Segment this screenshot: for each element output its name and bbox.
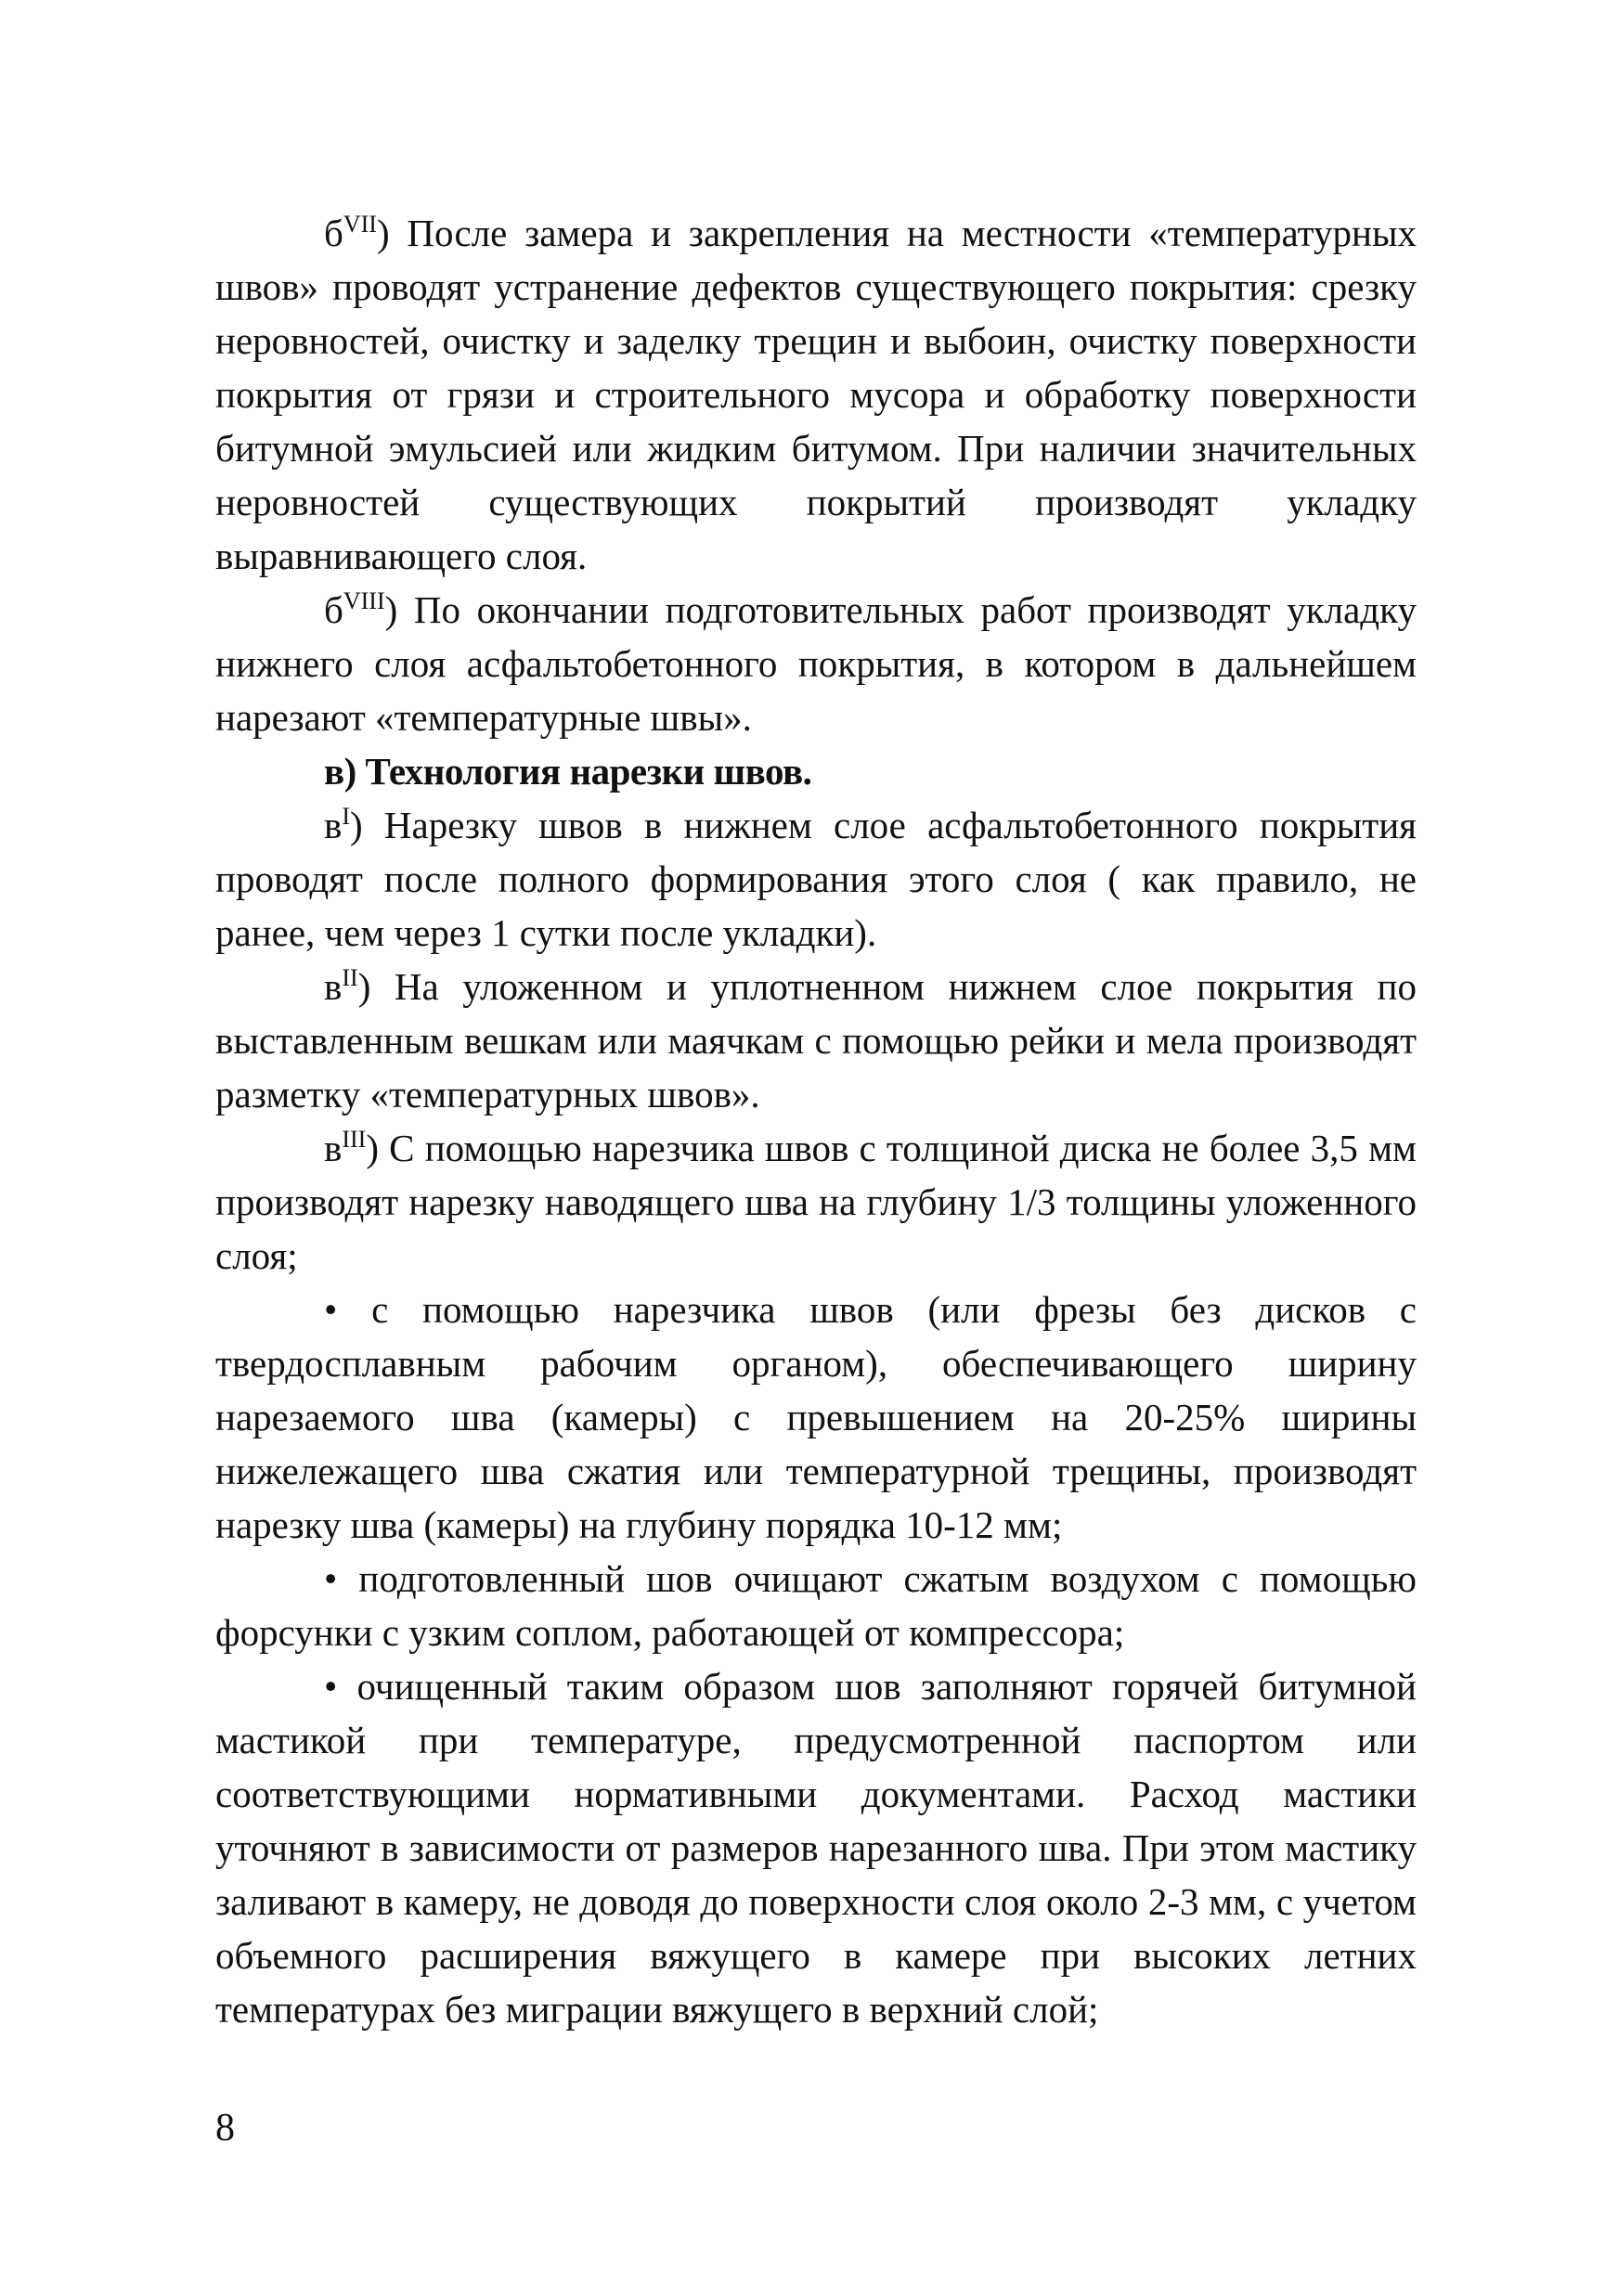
paragraph-v2 bbox=[215, 960, 1417, 1121]
page-number: 8 bbox=[215, 2107, 235, 2149]
paragraph-text: ) После замера и закрепления на местности «температурных швов» проводят устранение дефектов существующего покрытия: срезку неровностей, очистку и заделку трещин и выбоин, очистку поверхности покрытия от грязи и строительного мусора и обработку поверхности битумной эмульсией или жидким битумом. При наличии значительных неровностей существующих покрытий производят укладку выравнивающего слоя. bbox=[215, 212, 1417, 577]
item-marker: в bbox=[324, 804, 343, 846]
item-marker: б bbox=[324, 212, 343, 254]
paragraph-text: ) На уложенном и уплотненном нижнем слое покрытия по выставленным вешкам или маячкам с помощью рейки и мела производят разметку «температурных швов». bbox=[215, 965, 1417, 1116]
item-marker-superscript: I bbox=[342, 803, 351, 830]
paragraph-text: ) По окончании подготовительных работ производят укладку нижнего слоя асфальтобетонного покрытия, в котором в дальнейшем нарезают «температурные швы». bbox=[215, 588, 1417, 739]
item-marker: б bbox=[324, 588, 343, 631]
paragraph-b8 bbox=[215, 583, 1417, 744]
item-marker-superscript: III bbox=[342, 1126, 367, 1153]
paragraph-v1 bbox=[215, 798, 1417, 960]
bullet-item-2: • подготовленный шов очищают сжатым воздухом с помощью форсунки с узким соплом, работающей от компрессора; bbox=[215, 1557, 1417, 1654]
paragraph-text: ) Нарезку швов в нижнем слое асфальтобетонного покрытия проводят после полного формирования этого слоя ( как правило, не ранее, чем через 1 сутки после укладки). bbox=[215, 804, 1417, 954]
item-marker: в bbox=[324, 965, 343, 1008]
document-body bbox=[215, 206, 1417, 2036]
item-marker: в bbox=[324, 1127, 343, 1169]
bullet-item-3: • очищенный таким образом шов заполняют горячей битумной мастикой при температуре, предусмотренной паспортом или соответствующими нормативными документами. Расход мастики уточняют в зависимости от размеров нарезанного шва. При этом мастику заливают в камеру, не доводя до поверхности слоя около 2-3 мм, с учетом объемного расширения вяжущего в камере при высоких летних температурах без миграции вяжущего в верхний слой; bbox=[215, 1665, 1417, 2031]
section-heading: в) Технология нарезки швов. bbox=[324, 750, 812, 793]
item-marker-superscript: II bbox=[342, 964, 358, 991]
paragraph-b7 bbox=[215, 206, 1417, 583]
paragraph-v3 bbox=[215, 1121, 1417, 1283]
bullet-item-1: • с помощью нарезчика швов (или фрезы без дисков с твердосплавным рабочим органом), обеспечивающего ширину нарезаемого шва (камеры) с превышением на 20-25% ширины нижележащего шва сжатия или температурной трещины, производят нарезку шва (камеры) на глубину порядка 10-12 мм; bbox=[215, 1288, 1417, 1546]
item-marker-superscript: VIII bbox=[343, 587, 385, 614]
item-marker-superscript: VII bbox=[343, 211, 377, 238]
paragraph-text: ) С помощью нарезчика швов с толщиной диска не более 3,5 мм производят нарезку наводящего шва на глубину 1/3 толщины уложенного слоя; bbox=[215, 1127, 1417, 1277]
